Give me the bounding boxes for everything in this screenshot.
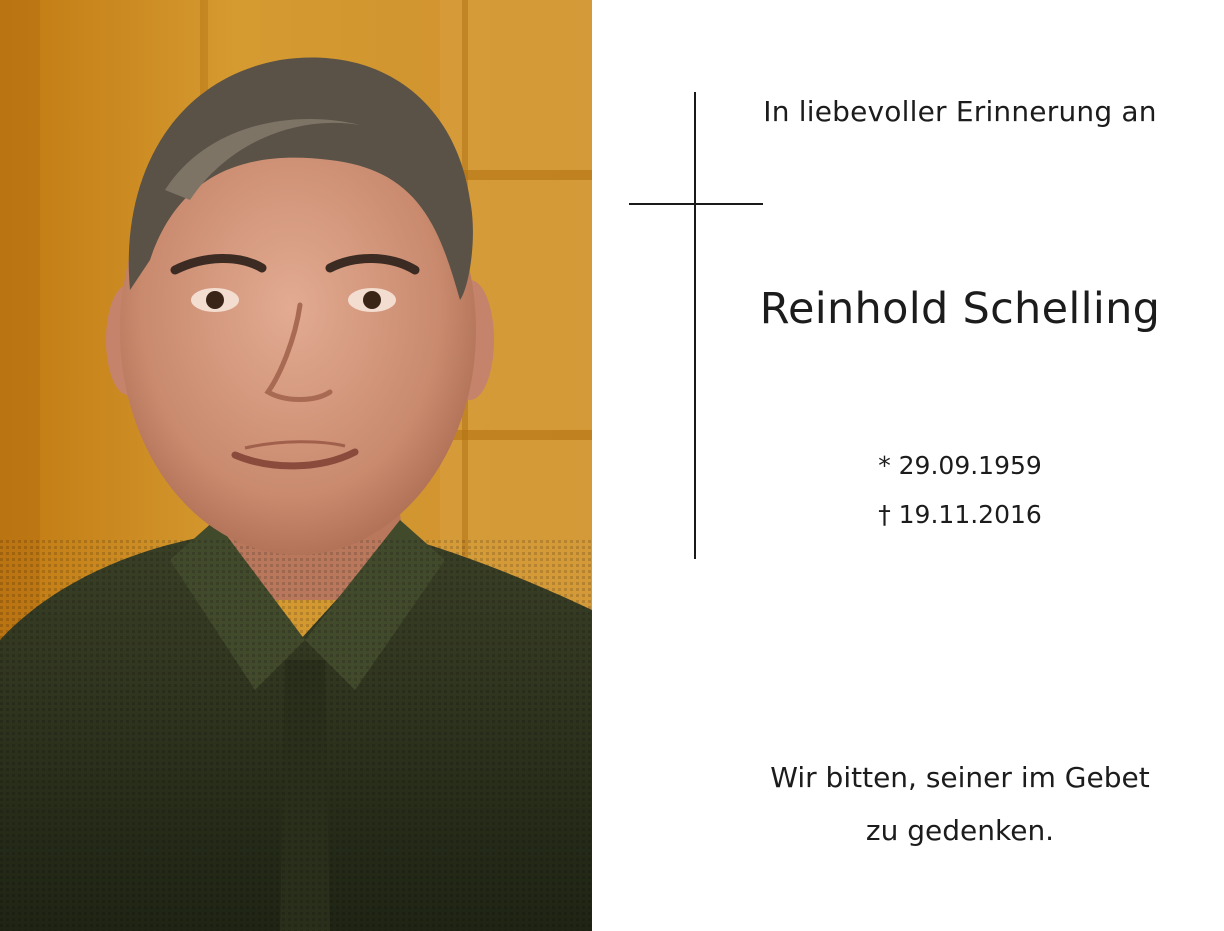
latin-cross-icon [694,92,696,559]
birth-date: * 29.09.1959 [878,451,1042,480]
deceased-name: Reinhold Schelling [759,284,1161,334]
prayer-line-1: Wir bitten, seiner im Gebet [770,761,1150,794]
intro-text: In liebevoller Erinnerung an [763,95,1157,128]
prayer-line-2: zu gedenken. [865,814,1055,847]
portrait-photo [0,0,592,931]
cross-crossbar [629,203,763,205]
death-date: † 19.11.2016 [878,500,1042,529]
